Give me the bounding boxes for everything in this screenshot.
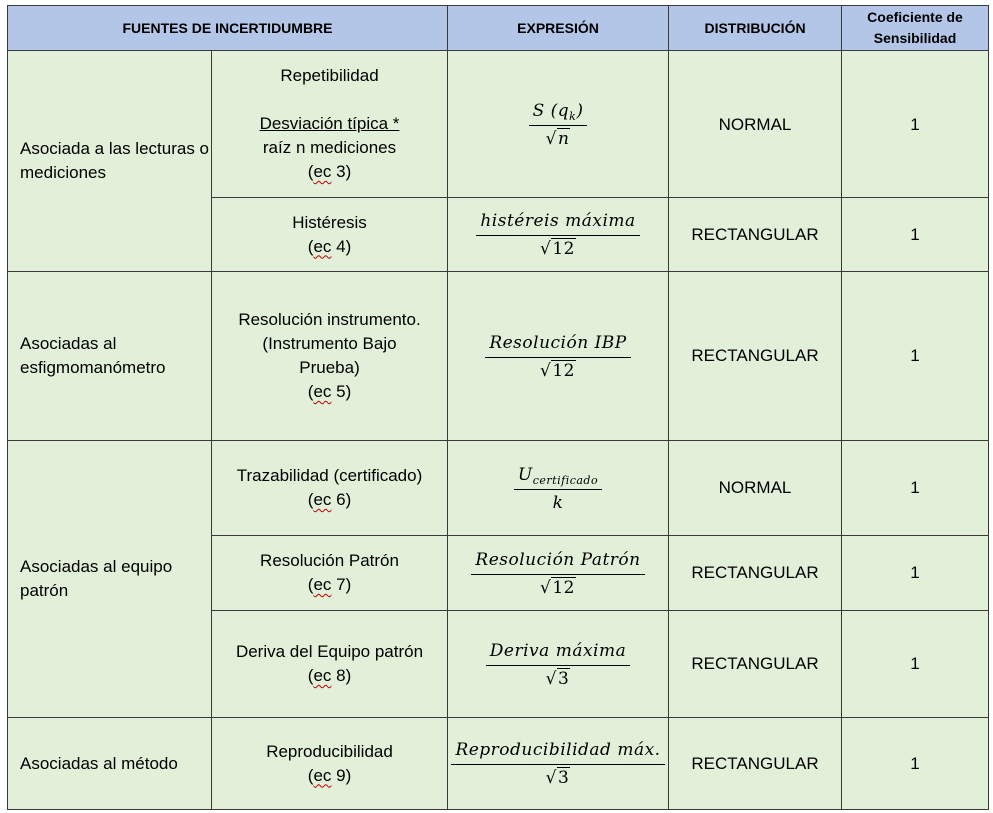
equation-ref: (ec 6)	[307, 490, 352, 509]
fraction	[486, 640, 630, 690]
coefficient-drift: 1	[842, 611, 989, 718]
sqrt-icon: √	[540, 360, 552, 381]
coefficient-traceability: 1	[842, 441, 989, 536]
numerator: Reproducibilidad máx.	[451, 739, 664, 765]
table-row-repeatability	[8, 51, 989, 198]
header-coefficient-line1: Coeficiente de	[867, 9, 963, 25]
source-drift	[212, 611, 448, 718]
header-row	[8, 6, 989, 51]
expression-reproducibility	[448, 718, 669, 810]
coefficient-resolution-pattern: 1	[842, 536, 989, 611]
fraction	[529, 100, 588, 150]
distribution-resolution-pattern: RECTANGULAR	[669, 536, 842, 611]
expression-drift	[448, 611, 669, 718]
denominator: √12	[540, 577, 575, 598]
distribution-hysteresis: RECTANGULAR	[669, 198, 842, 272]
equation-ref: (ec 3)	[307, 162, 352, 181]
numerator: S $(q_k)$	[529, 100, 588, 126]
fraction	[451, 739, 664, 789]
distribution-drift: RECTANGULAR	[669, 611, 842, 718]
numerator: Resolución Patrón	[471, 549, 644, 575]
table-row-reproducibility	[8, 718, 989, 810]
distribution-traceability: NORMAL	[669, 441, 842, 536]
source-label: Reproducibilidad	[266, 741, 393, 761]
uncertainty-table	[7, 5, 989, 810]
numerator: Resolución IBP	[485, 332, 630, 358]
header-expression: EXPRESIÓN	[448, 6, 669, 51]
source-traceability	[212, 441, 448, 536]
fraction	[485, 332, 630, 382]
coefficient-reproducibility: 1	[842, 718, 989, 810]
source-resolution-pattern	[212, 536, 448, 611]
expression-resolution-ibp	[448, 272, 669, 441]
denominator: √12	[540, 239, 575, 259]
header-distribution: DISTRIBUCIÓN	[669, 6, 842, 51]
source-label: Resolución Patrón	[260, 551, 399, 570]
equation-ref: (ec 4)	[307, 236, 352, 256]
sqrt-icon: √	[545, 129, 557, 149]
source-label: Deriva del Equipo patrón	[235, 642, 424, 661]
source-resolution-ibp	[212, 272, 448, 441]
source-label: raíz n mediciones	[262, 138, 397, 157]
sqrt-icon: √	[545, 668, 558, 689]
equation-ref: (ec 8)	[307, 666, 352, 685]
fraction	[471, 549, 644, 599]
table-row-resolution-ibp	[8, 272, 989, 441]
denominator: √12	[540, 360, 575, 381]
source-label: Desviación típica *	[259, 114, 400, 133]
header-coefficient	[842, 6, 989, 51]
distribution-repeatability: NORMAL	[669, 51, 842, 198]
header-sources: FUENTES DE INCERTIDUMBRE	[8, 6, 448, 51]
source-label: Repetibilidad	[280, 66, 379, 85]
coefficient-resolution-ibp: 1	[842, 272, 989, 441]
denominator: √3	[545, 668, 570, 689]
source-label: (Instrumento Bajo	[262, 334, 397, 353]
numerator: $U_{certificado}$	[514, 464, 602, 490]
spacer	[212, 88, 447, 112]
distribution-reproducibility: RECTANGULAR	[669, 718, 842, 810]
table-row-traceability	[8, 441, 989, 536]
group-method: Asociadas al método	[8, 718, 212, 810]
coefficient-hysteresis: 1	[842, 198, 989, 272]
header-coefficient-line2: Sensibilidad	[873, 30, 957, 46]
denominator: √n	[545, 129, 570, 149]
denominator: √3	[545, 768, 570, 788]
source-label: Resolución instrumento.	[238, 310, 421, 329]
expression-repeatability	[448, 51, 669, 198]
source-reproducibility	[212, 718, 448, 810]
equation-ref: (ec 5)	[307, 382, 352, 401]
source-label: Prueba)	[299, 358, 360, 377]
source-repeatability	[212, 51, 448, 198]
group-reference-equipment: Asociadas al equipo patrón	[8, 441, 212, 718]
expression-resolution-pattern	[448, 536, 669, 611]
expression-hysteresis	[448, 198, 669, 272]
denominator: k	[552, 492, 564, 513]
sqrt-icon: √	[540, 577, 552, 598]
group-sphygmomanometer: Asociadas al esfigmomanómetro	[8, 272, 212, 441]
source-label: Histéresis	[292, 212, 367, 232]
group-readings: Asociada a las lecturas o mediciones	[8, 51, 212, 272]
coefficient-repeatability: 1	[842, 51, 989, 198]
sqrt-icon: √	[540, 239, 552, 259]
fraction	[476, 210, 639, 260]
sqrt-icon: √	[545, 768, 558, 788]
equation-ref: (ec 7)	[307, 575, 352, 594]
expression-traceability	[448, 441, 669, 536]
numerator: histéreis máxima	[476, 210, 639, 236]
numerator: Deriva máxima	[486, 640, 630, 666]
distribution-resolution-ibp: RECTANGULAR	[669, 272, 842, 441]
fraction	[514, 464, 602, 514]
source-label: Trazabilidad (certificado)	[236, 466, 423, 485]
equation-ref: (ec 9)	[307, 765, 352, 785]
source-hysteresis	[212, 198, 448, 272]
